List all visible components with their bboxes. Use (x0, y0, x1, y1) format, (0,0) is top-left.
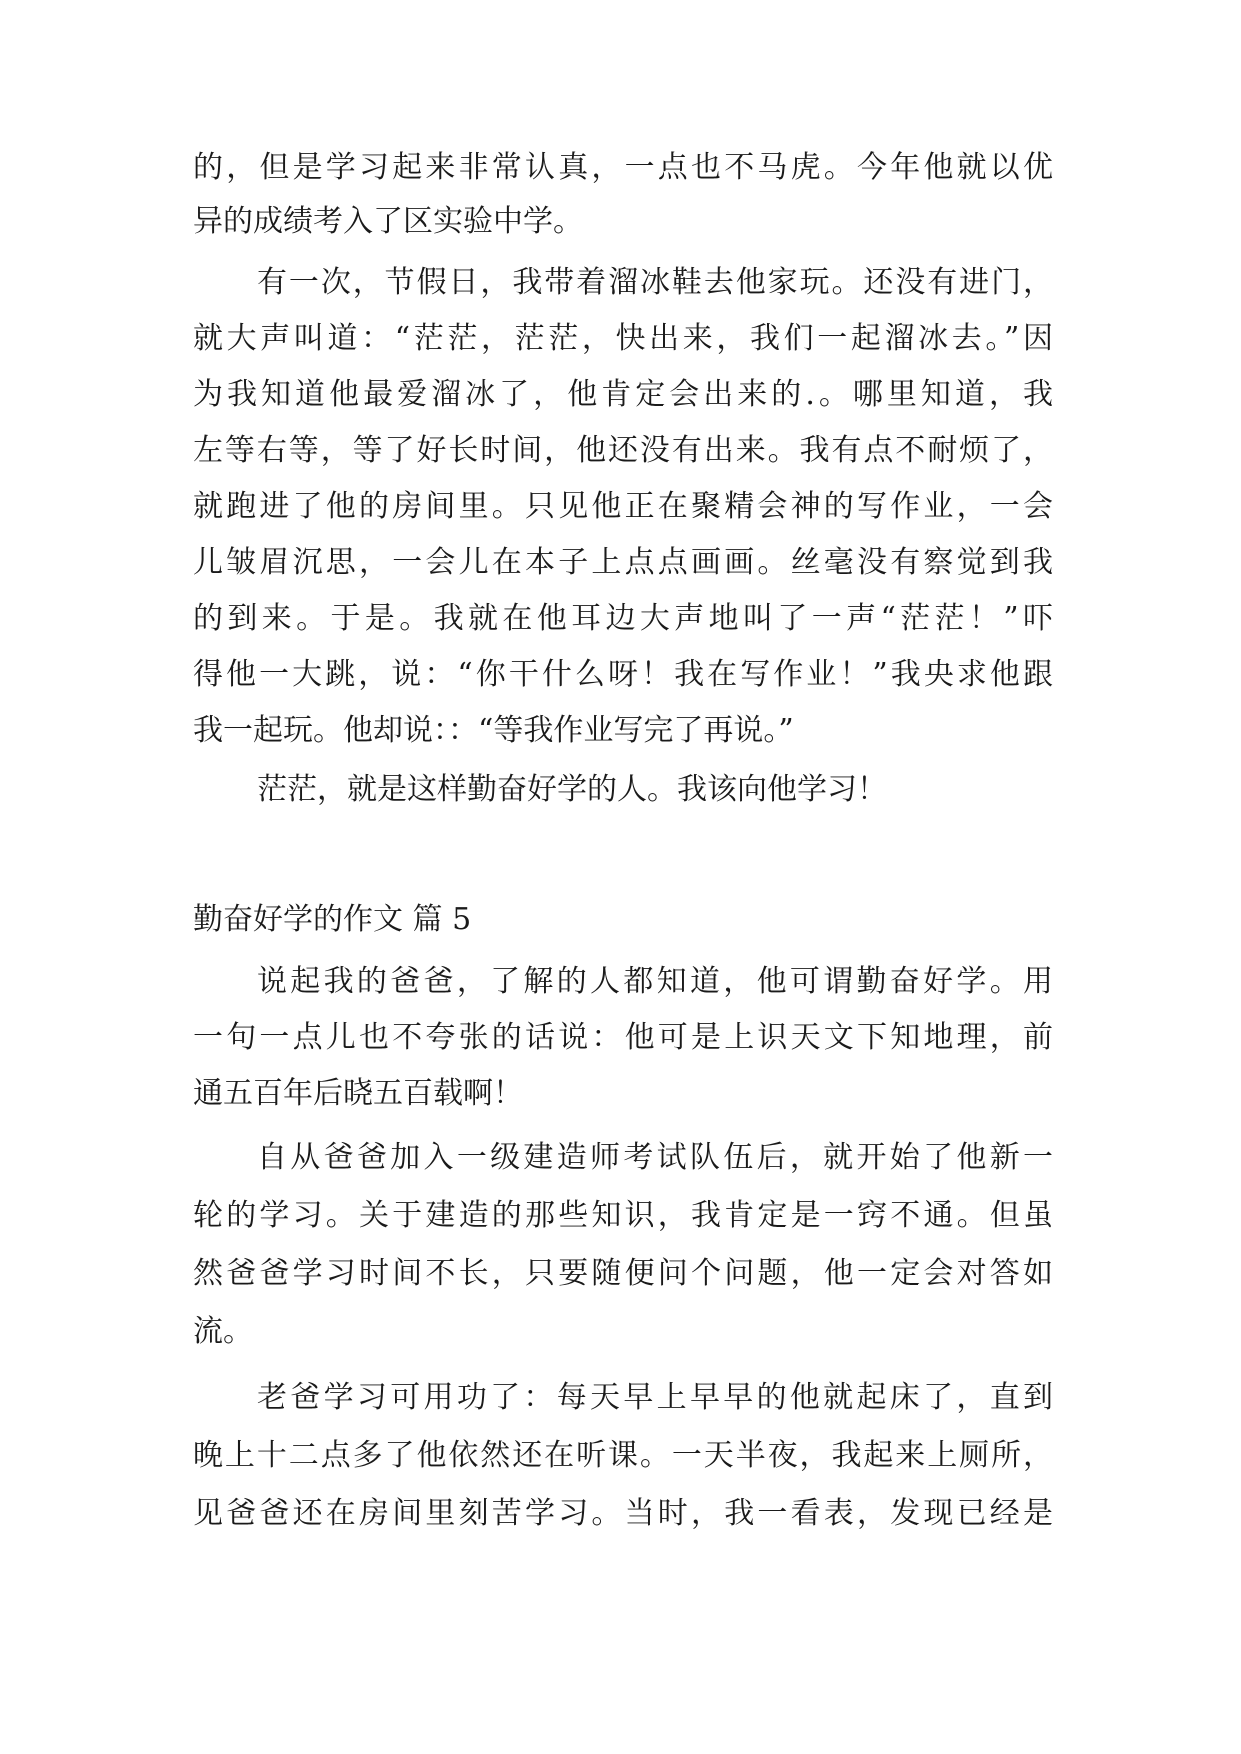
text-line: 老爸学习可用功了：每天早上早早的他就起床了，直到 (257, 1380, 1053, 1415)
text-line: 晚上十二点多了他依然还在听课。一天半夜，我起来上厕所， (193, 1438, 1053, 1473)
text-line: 一句一点儿也不夸张的话说：他可是上识天文下知地理，前 (193, 1020, 1053, 1055)
text-line: 有一次，节假日，我带着溜冰鞋去他家玩。还没有进门， (257, 265, 1053, 300)
text-line: 我一起玩。他却说：：“等我作业写完了再说。” (193, 713, 794, 748)
text-line: 然爸爸学习时间不长，只要随便问个问题，他一定会对答如 (193, 1256, 1053, 1291)
text-line: 的，但是学习起来非常认真，一点也不马虎。今年他就以优 (193, 150, 1053, 185)
text-line: 见爸爸还在房间里刻苦学习。当时，我一看表，发现已经是 (193, 1496, 1053, 1531)
text-line: 儿皱眉沉思，一会儿在本子上点点画画。丝毫没有察觉到我 (193, 545, 1053, 580)
text-line: 为我知道他最爱溜冰了，他肯定会出来的.。哪里知道，我 (193, 377, 1053, 412)
text-line: 自从爸爸加入一级建造师考试队伍后，就开始了他新一 (257, 1140, 1053, 1175)
text-line: 的到来。于是。我就在他耳边大声地叫了一声“茫茫！”吓 (193, 601, 1053, 636)
text-line: 说起我的爸爸，了解的人都知道，他可谓勤奋好学。用 (257, 964, 1053, 999)
text-line: 左等右等，等了好长时间，他还没有出来。我有点不耐烦了， (193, 433, 1053, 468)
text-line: 轮的学习。关于建造的那些知识，我肯定是一窍不通。但虽 (193, 1198, 1053, 1233)
text-line: 茫茫，就是这样勤奋好学的人。我该向他学习！ (257, 772, 887, 807)
text-line: 就大声叫道：“茫茫，茫茫，快出来，我们一起溜冰去。”因 (193, 321, 1053, 356)
text-line: 异的成绩考入了区实验中学。 (193, 204, 583, 239)
section-heading: 勤奋好学的作文 篇 5 (193, 902, 472, 937)
text-line: 就跑进了他的房间里。只见他正在聚精会神的写作业，一会 (193, 489, 1053, 524)
text-line: 流。 (193, 1314, 253, 1349)
text-line: 通五百年后晓五百载啊！ (193, 1076, 523, 1111)
text-line: 得他一大跳，说：“你干什么呀！我在写作业！”我央求他跟 (193, 657, 1053, 692)
